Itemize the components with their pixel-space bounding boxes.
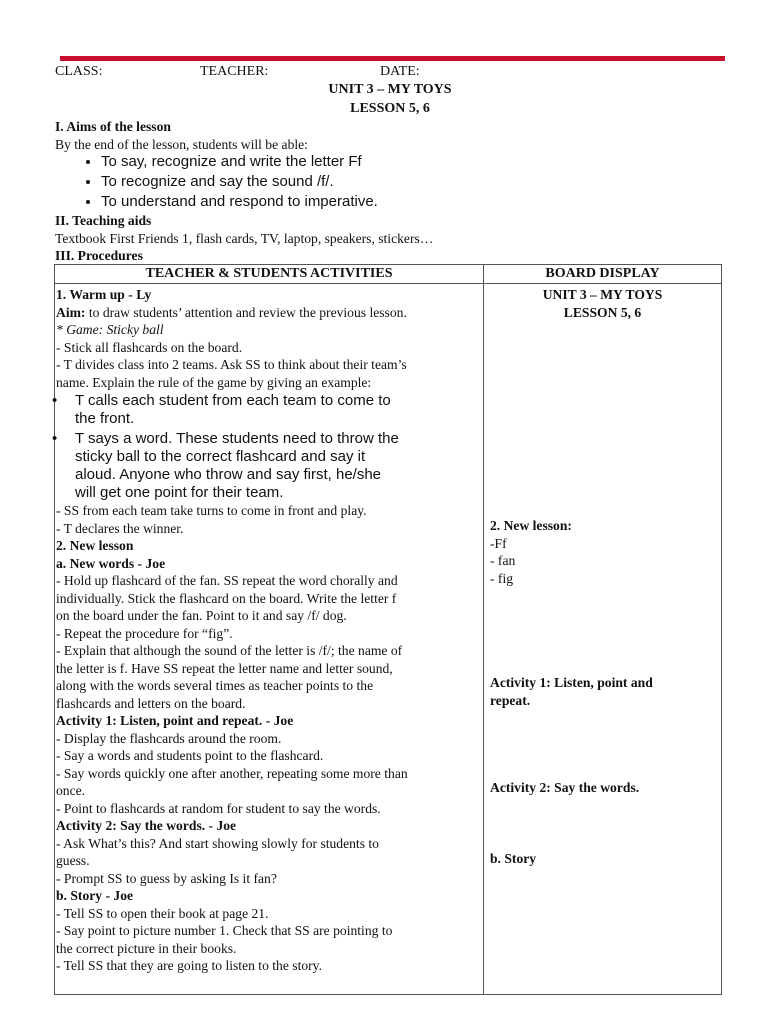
- activity1-title: Activity 1: Listen, point and repeat. - Joe: [56, 713, 294, 728]
- text-line: - Tell SS to open their book at page 21.: [56, 905, 269, 921]
- text-line: - Prompt SS to guess by asking Is it fan?: [56, 870, 277, 886]
- text-line: once.: [56, 783, 86, 798]
- board-story: b. Story: [490, 851, 537, 866]
- aim-item: • To say, recognize and write the letter Ff: [101, 152, 378, 172]
- board-lesson: LESSON 5, 6: [563, 304, 642, 320]
- col-header-board: BOARD DISPLAY: [484, 265, 722, 284]
- warmup-title: 1. Warm up - Ly: [56, 287, 152, 302]
- text-line: - Explain that although the sound of the letter is /f/; the name of: [56, 643, 403, 658]
- procedures-heading: III. Procedures: [55, 248, 143, 263]
- aim-label: Aim:: [56, 304, 86, 320]
- procedures-table: [54, 264, 722, 995]
- teaching-aids-heading: II. Teaching aids: [55, 213, 152, 228]
- aims-list: [55, 152, 378, 212]
- new-lesson-title: 2. New lesson: [56, 538, 134, 553]
- text-line: on the board under the fan. Point to it and say /f/ dog.: [56, 608, 347, 623]
- activities-cell: [52, 284, 483, 994]
- text-line: - Repeat the procedure for “fig”.: [56, 625, 233, 641]
- new-words-title: a. New words - Joe: [56, 555, 166, 571]
- board-new-lesson: 2. New lesson:: [490, 518, 572, 533]
- lesson-title: LESSON 5, 6: [350, 101, 430, 116]
- class-label: CLASS:: [55, 64, 103, 79]
- date-label: DATE:: [380, 64, 420, 79]
- bullet-dot: •: [52, 392, 58, 409]
- board-word: -Ff: [490, 535, 507, 551]
- col-header-activities: TEACHER & STUDENTS ACTIVITIES: [55, 265, 484, 284]
- text-line: guess.: [56, 853, 90, 868]
- bullet-text: T calls each student from each team to come to: [75, 392, 391, 409]
- board-display-cell: [484, 284, 721, 994]
- bullet-dot: •: [52, 430, 58, 447]
- text-line: - SS from each team take turns to come in front and play.: [56, 503, 367, 518]
- aim-text: to draw students’ attention and review the previous lesson.: [85, 304, 407, 320]
- board-activity2: Activity 2: Say the words.: [490, 780, 640, 795]
- teaching-aids-text: Textbook First Friends 1, flash cards, TV, laptop, speakers, stickers…: [55, 231, 434, 246]
- text-line: - Ask What’s this? And start showing slowly for students to: [56, 835, 379, 851]
- board-unit: UNIT 3 – MY TOYS: [542, 287, 663, 302]
- aim-item: • To recognize and say the sound /f/.: [101, 172, 378, 192]
- story-title: b. Story - Joe: [56, 888, 134, 903]
- header-fields: [55, 64, 725, 84]
- board-activity1-cont: repeat.: [490, 692, 531, 708]
- aim-line: [56, 304, 407, 322]
- text-line: - Hold up flashcard of the fan. SS repeat the word chorally and: [56, 573, 398, 588]
- text-line: - Say point to picture number 1. Check that SS are pointing to: [56, 923, 393, 938]
- text-line: - Stick all flashcards on the board.: [56, 339, 243, 355]
- bullet-text: T says a word. These students need to throw the: [75, 430, 399, 447]
- bullet-text: sticky ball to the correct flashcard and say it: [75, 448, 366, 465]
- text-line: - Tell SS that they are going to listen to the story.: [56, 958, 322, 973]
- game-name: * Game: Sticky ball: [56, 322, 164, 337]
- text-line: - Say a words and students point to the flashcard.: [56, 748, 324, 763]
- text-line: the correct picture in their books.: [56, 940, 237, 956]
- aims-heading: I. Aims of the lesson: [55, 119, 171, 134]
- text-line: - T declares the winner.: [56, 520, 184, 536]
- text-line: - Display the flashcards around the room.: [56, 730, 282, 746]
- board-word: - fig: [490, 570, 514, 586]
- text-line: individually. Stick the flashcard on the board. Write the letter f: [56, 590, 397, 606]
- bullet-text: will get one point for their team.: [75, 484, 284, 501]
- header-red-rule: [60, 56, 725, 61]
- aims-intro: By the end of the lesson, students will be able:: [55, 137, 308, 152]
- text-line: - Say words quickly one after another, repeating some more than: [56, 765, 408, 781]
- teacher-label: TEACHER:: [200, 64, 269, 79]
- unit-title: UNIT 3 – MY TOYS: [328, 82, 452, 97]
- text-line: name. Explain the rule of the game by giving an example:: [56, 374, 372, 390]
- text-line: the letter is f. Have SS repeat the letter name and letter sound,: [56, 660, 393, 676]
- bullet-text: aloud. Anyone who throw and say first, he/she: [75, 466, 382, 483]
- board-activity1: Activity 1: Listen, point and: [490, 675, 653, 690]
- text-line: - Point to flashcards at random for student to say the words.: [56, 800, 381, 816]
- text-line: flashcards and letters on the board.: [56, 695, 246, 711]
- activity2-title: Activity 2: Say the words. - Joe: [56, 818, 237, 833]
- aim-item: • To understand and respond to imperative.: [101, 192, 378, 212]
- text-line: along with the words several times as teacher points to the: [56, 678, 374, 693]
- bullet-text: the front.: [75, 410, 135, 427]
- text-line: - T divides class into 2 teams. Ask SS to think about their team’s: [56, 357, 407, 372]
- board-word: - fan: [490, 553, 516, 568]
